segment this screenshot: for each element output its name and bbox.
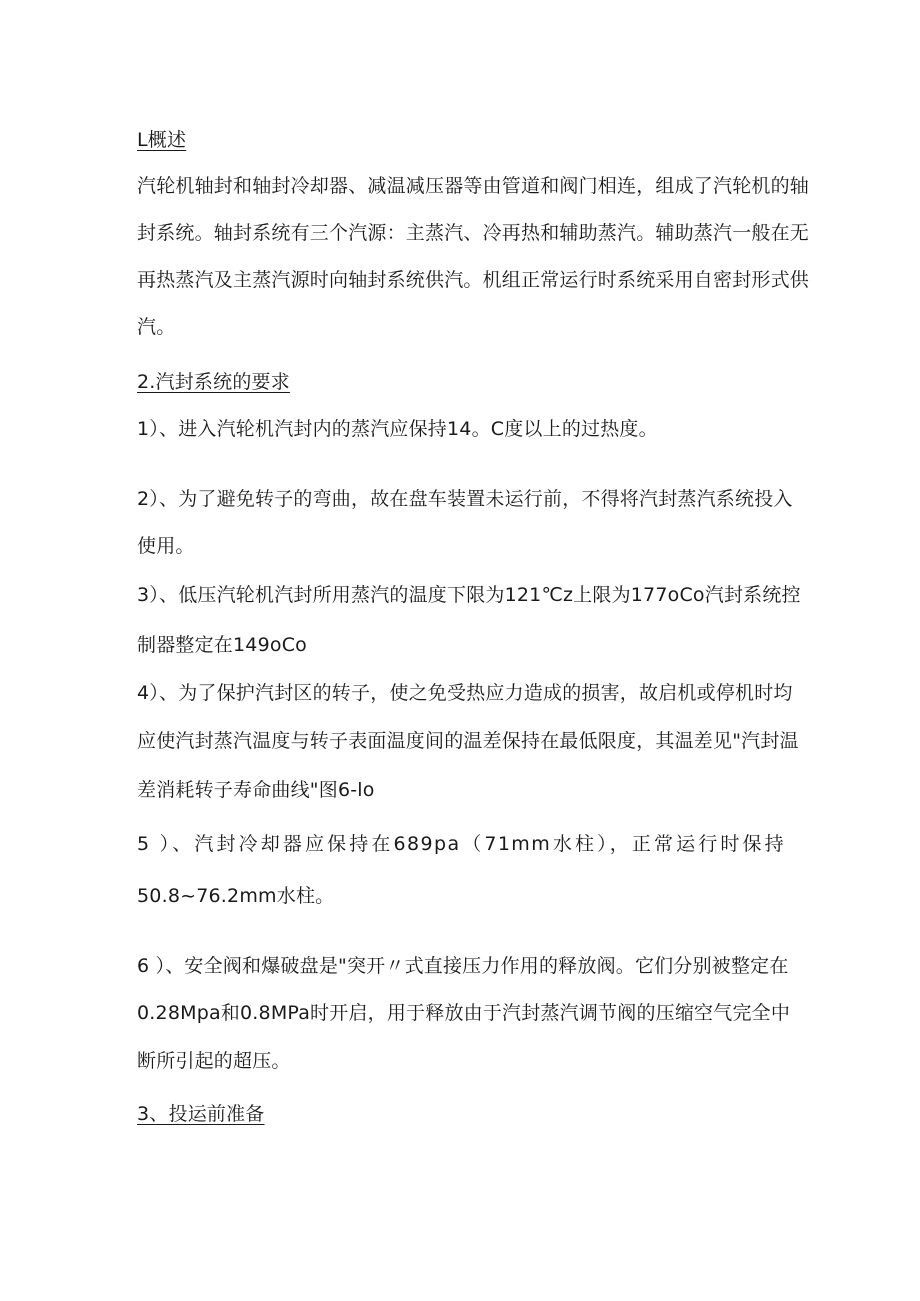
- item-2-line-2: 使用。: [137, 535, 195, 557]
- item-4-line-3: 差消耗转子寿命曲线"图6-lo: [137, 779, 375, 801]
- item-4-line-1: 4）、为了保护汽封区的转子，使之免受热应力造成的损害，故启机或停机时均: [137, 682, 793, 704]
- section-1-heading: L概述: [137, 129, 187, 151]
- item-6-line-3: 断所引起的超压。: [137, 1050, 291, 1072]
- item-3-line-1: 3）、低压汽轮机汽封所用蒸汽的温度下限为121℃z上限为177oCo汽封系统控: [137, 584, 801, 606]
- section-1-line-3: 再热蒸汽及主蒸汽源时向轴封系统供汽。机组正常运行时系统采用自密封形式供: [137, 269, 810, 291]
- section-3-heading: 3、投运前准备: [137, 1103, 265, 1125]
- item-5-line-2: 50.8~76.2mm水柱。: [137, 885, 335, 907]
- item-3-line-2: 制器整定在149oCo: [137, 634, 307, 656]
- item-4-line-2: 应使汽封蒸汽温度与转子表面温度间的温差保持在最低限度，其温差见"汽封温: [137, 730, 799, 752]
- section-2-heading: 2.汽封系统的要求: [137, 371, 290, 393]
- item-5-line-1: 5 ）、汽封冷却器应保持在689pa（71mm水柱），正常运行时保持: [137, 833, 785, 855]
- section-1-line-2: 封系统。轴封系统有三个汽源：主蒸汽、冷再热和辅助蒸汽。辅助蒸汽一般在无: [137, 222, 810, 244]
- section-1-line-4: 汽。: [137, 316, 176, 338]
- item-6-line-1: 6 ）、安全阀和爆破盘是"突开〃式直接压力作用的释放阀。它们分别被整定在: [137, 955, 789, 977]
- section-1-line-1: 汽轮机轴封和轴封冷却器、减温减压器等由管道和阀门相连，组成了汽轮机的轴: [137, 175, 810, 197]
- item-2-line-1: 2）、为了避免转子的弯曲，故在盘车装置未运行前，不得将汽封蒸汽系统投入: [137, 488, 793, 510]
- item-6-line-2: 0.28Mpa和0.8MPa时开启，用于释放由于汽封蒸汽调节阀的压缩空气完全中: [137, 1002, 791, 1024]
- item-1-line-1: 1）、进入汽轮机汽封内的蒸汽应保持14。C度以上的过热度。: [137, 418, 658, 440]
